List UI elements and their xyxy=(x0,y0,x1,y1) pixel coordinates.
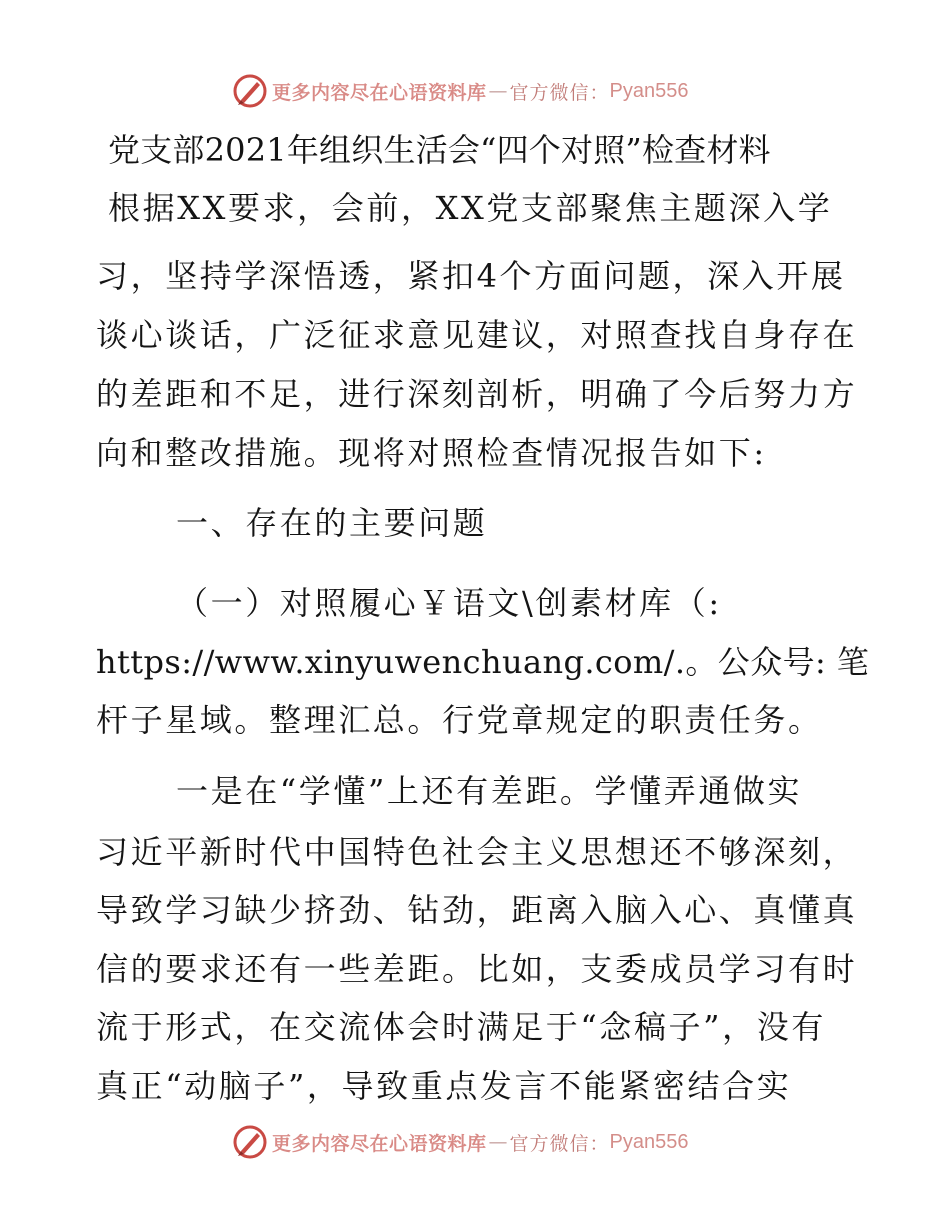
body-line: 真正“动脑子”，导致重点发言不能紧密结合实 xyxy=(96,1067,792,1105)
watermark-wechat-id: Pyan556 xyxy=(609,1130,689,1153)
watermark-separator: — xyxy=(488,1131,508,1153)
body-line-url: https://www.xinyuwenchuang.com/.。公众号: 笔 xyxy=(96,643,870,681)
section-heading: 一、存在的主要问题 xyxy=(176,504,488,542)
watermark-site-text: 更多内容尽在心语资料库 xyxy=(272,81,487,104)
body-line: 导致学习缺少挤劲、钻劲，距离入脑入心、真懂真 xyxy=(96,891,858,929)
quill-logo-icon xyxy=(232,1124,268,1160)
body-line: 习，坚持学深悟透，紧扣4个方面问题，深入开展 xyxy=(96,257,846,295)
watermark-footer xyxy=(232,1122,689,1162)
document-title: 党支部2021年组织生活会“四个对照”检查材料 xyxy=(108,131,771,169)
body-line: 谈心谈话，广泛征求意见建议，对照查找自身存在 xyxy=(96,316,858,354)
body-line: 流于形式，在交流体会时满足于“念稿子”，没有 xyxy=(96,1008,826,1046)
watermark-wechat-label: 官方微信： xyxy=(509,1132,610,1155)
subsection-heading: （一）对照履心￥语文\创素材库（: xyxy=(176,584,722,622)
body-line: 的差距和不足，进行深刻剖析，明确了今后努力方 xyxy=(96,375,858,413)
watermark-header xyxy=(232,71,689,111)
paragraph-start: 一是在“学懂”上还有差距。学懂弄通做实 xyxy=(176,772,803,810)
watermark-site-text: 更多内容尽在心语资料库 xyxy=(272,1132,487,1155)
body-line: 习近平新时代中国特色社会主义思想还不够深刻， xyxy=(96,833,858,871)
body-line: 向和整改措施。现将对照检查情况报告如下: xyxy=(96,434,767,472)
watermark-wechat-id: Pyan556 xyxy=(609,79,689,102)
body-line: 信的要求还有一些差距。比如，支委成员学习有时 xyxy=(96,950,858,988)
watermark-wechat-label: 官方微信： xyxy=(509,81,610,104)
quill-logo-icon xyxy=(232,73,268,109)
watermark-separator: — xyxy=(488,80,508,102)
body-line: 根据XX要求，会前，XX党支部聚焦主题深入学 xyxy=(108,189,833,227)
body-line: 杆子星域。整理汇总。行党章规定的职责任务。 xyxy=(96,701,823,739)
